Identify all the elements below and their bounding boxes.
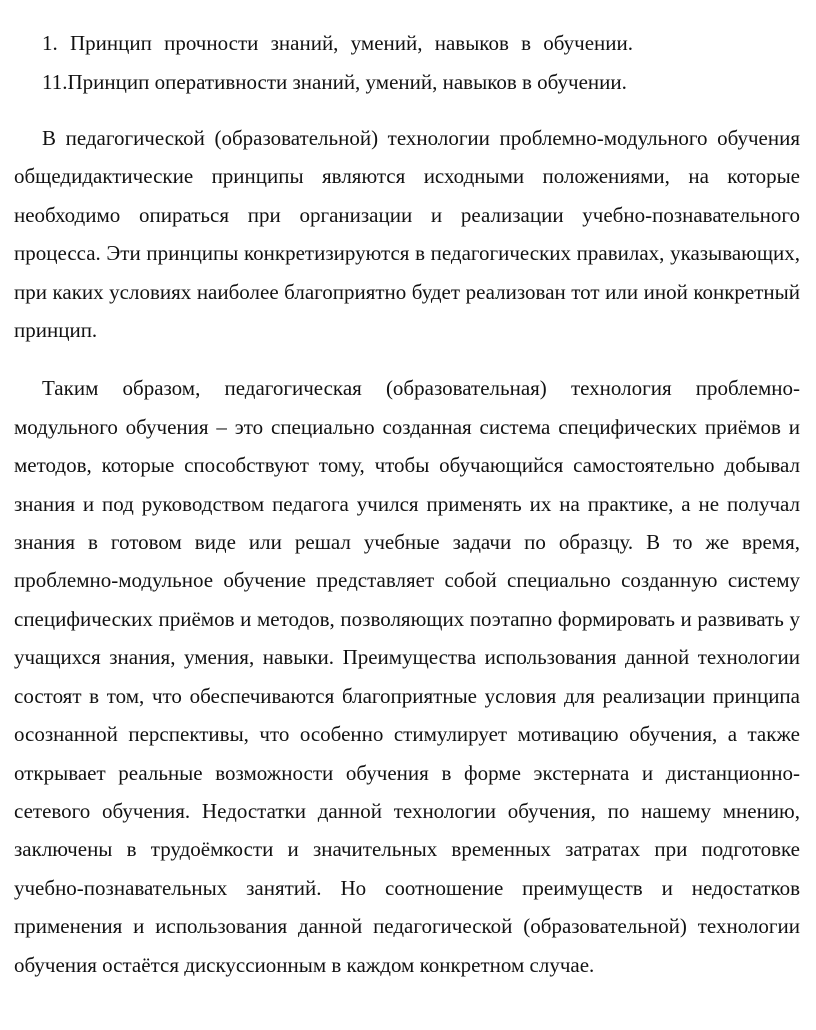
document-page [14, 24, 800, 984]
list-item-efficiency-principle: 11.Принцип оперативности знаний, умений, навыков в обучении. [42, 70, 627, 94]
list-item-durability-principle: 1. Принцип прочности знаний, умений, навыков в обучении. [42, 31, 634, 55]
paragraph-technology-summary: Таким образом, педагогическая (образовательная) технология проблемно-модульного обучения – это специально созданная система специфических приёмов и методов, которые способствуют тому, чтобы обучающийся самостоятельно добывал знания и под руководством педагога учился применять их на практике, а не получал знания в готовом виде или решал учебные задачи по образцу. В то же время, проблемно-модульное обучение представляет собой специально созданную систему специфических приёмов и методов, позволяющих поэтапно формировать и развивать у учащихся знания, умения, навыки. Преимущества использования данной технологии состоят в том, что обеспечиваются благоприятные условия для реализации принципа осознанной перспективы, что особенно стимулирует мотивацию обучения, а также открывает реальные возможности обучения в форме экстерната и дистанционно-сетевого обучения. Недостатки данной технологии обучения, по нашему мнению, заключены в трудоёмкости и значительных временных затратах при подготовке учебно-познавательных занятий. Но соотношение преимуществ и недостатков применения и использования данной педагогической (образовательной) технологии обучения остаётся дискуссионным в каждом конкретном случае. [14, 376, 800, 977]
paragraph-principles: В педагогической (образовательной) технологии проблемно-модульного обучения общедидактические принципы являются исходными положениями, на которые необходимо опираться при организации и реализации учебно-познавательного процесса. Эти принципы конкретизируются в педагогических правилах, указывающих, при каких условиях наиболее благоприятно будет реализован тот или иной конкретный принцип. [14, 126, 800, 343]
